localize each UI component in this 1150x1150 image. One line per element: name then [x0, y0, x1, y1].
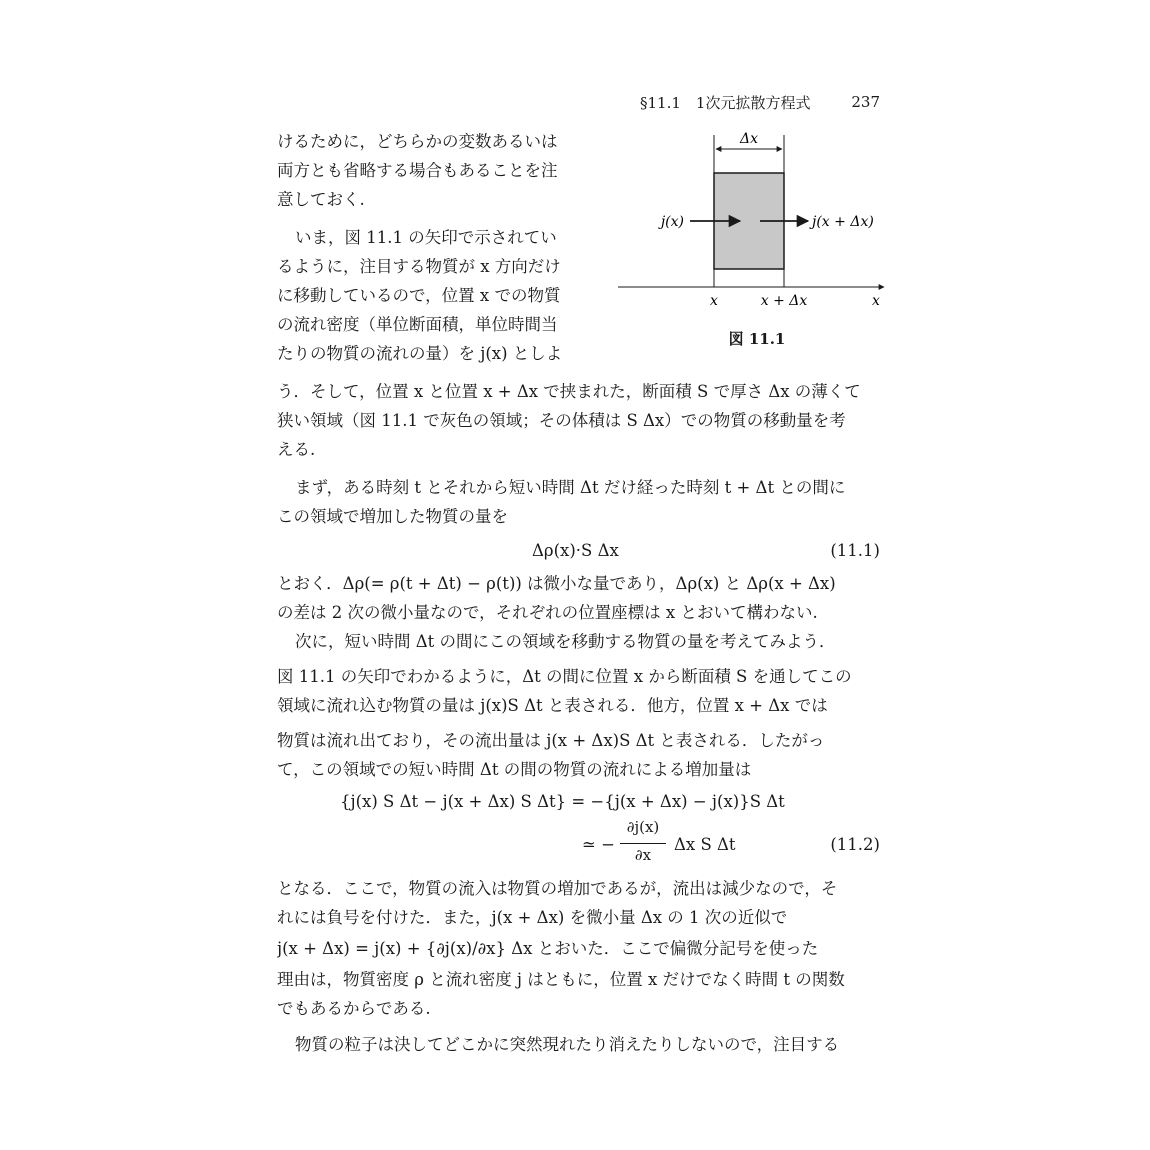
text-line: 図 11.1 の矢印でわかるように，Δt の間に位置 x から断面積 S を通してこの — [277, 667, 852, 686]
text-line: j(x + Δx) = j(x) + {∂j(x)/∂x} Δx とおいた．ここで偏微分記号を使った — [277, 939, 819, 958]
text-line: 物質の粒子は決してどこかに突然現れたり消えたりしないので，注目する — [295, 1035, 840, 1054]
text-line: いま，図 11.1 の矢印で示されてい — [295, 228, 557, 247]
running-header — [640, 90, 880, 114]
text-line: れには負号を付けた．また，j(x + Δx) を微小量 Δx の 1 次の近似で — [277, 908, 788, 927]
figure-11-1 — [600, 125, 890, 325]
inflow-label: j(x) — [660, 214, 684, 230]
equation-11-2-line1: {j(x) S Δt − j(x + Δx) S Δt} = −{j(x + Δx) − j(x)}S Δt — [340, 792, 785, 811]
page-number: 237 — [851, 93, 880, 111]
text-line: でもあるからである. — [277, 999, 431, 1018]
axis-end-label: x — [872, 293, 880, 309]
text-line: の流れ密度（単位断面積，単位時間当 — [277, 315, 558, 334]
equation-number-11-2: (11.2) — [830, 835, 880, 854]
text-line: の差は 2 次の微小量なので，それぞれの位置座標は x とおいて構わない. — [277, 603, 818, 622]
fraction-bar — [620, 843, 666, 844]
text-line: 物質は流れ出ており，その流出量は j(x + Δx)S Δt と表される．したがっ — [277, 731, 825, 750]
outflow-label: j(x + Δx) — [812, 214, 874, 230]
figure-caption: 図 11.1 — [728, 330, 786, 348]
fraction-numerator: ∂j(x) — [626, 818, 660, 836]
text-line: まず，ある時刻 t とそれから短い時間 Δt だけ経った時刻 t + Δt との間に — [295, 478, 846, 497]
equation-11-2-approx: ≃ − — [582, 835, 615, 854]
text-line: 意しておく. — [277, 190, 365, 209]
text-line: とおく．Δρ(= ρ(t + Δt) − ρ(t)) は微小な量であり，Δρ(x) と Δρ(x + Δx) — [277, 574, 836, 593]
text-line: 領域に流れ込む物質の量は j(x)S Δt と表される．他方，位置 x + Δx では — [277, 696, 828, 715]
section-title: §11.1 1次元拡散方程式 — [640, 93, 811, 112]
text-line: るように，注目する物質が x 方向だけ — [277, 257, 561, 276]
text-line: となる．ここで，物質の流入は物質の増加であるが，流出は減少なので，そ — [277, 879, 838, 898]
text-line: けるために，どちらかの変数あるいは — [277, 132, 558, 151]
text-line: に移動しているので，位置 x での物質 — [277, 286, 561, 305]
fraction-denominator: ∂x — [634, 846, 652, 864]
equation-11-2-tail: Δx S Δt — [674, 835, 736, 854]
text-line: う．そして，位置 x と位置 x + Δx で挟まれた，断面積 S で厚さ Δx の薄くて — [277, 382, 861, 401]
axis-x-tick-label: x — [710, 293, 718, 309]
text-line: 次に，短い時間 Δt の間にこの領域を移動する物質の量を考えてみよう． — [295, 632, 836, 651]
text-line: 両方とも省略する場合もあることを注 — [277, 161, 558, 180]
text-line: える. — [277, 440, 316, 459]
text-line: たりの物質の流れの量）を j(x) としよ — [277, 344, 563, 363]
equation-11-1: Δρ(x)·S Δx — [532, 541, 619, 560]
text-line: て，この領域での短い時間 Δt の間の物質の流れによる増加量は — [277, 760, 752, 779]
equation-number-11-1: (11.1) — [830, 541, 880, 560]
axis-xdx-tick-label: x + Δx — [760, 293, 808, 309]
text-line: この領域で増加した物質の量を — [277, 507, 508, 526]
text-line: 理由は，物質密度 ρ と流れ密度 j はともに，位置 x だけでなく時間 t の関数 — [277, 970, 845, 989]
text-line: 狭い領域（図 11.1 で灰色の領域；その体積は S Δx）での物質の移動量を考 — [277, 411, 846, 430]
dx-label: Δx — [739, 131, 759, 147]
